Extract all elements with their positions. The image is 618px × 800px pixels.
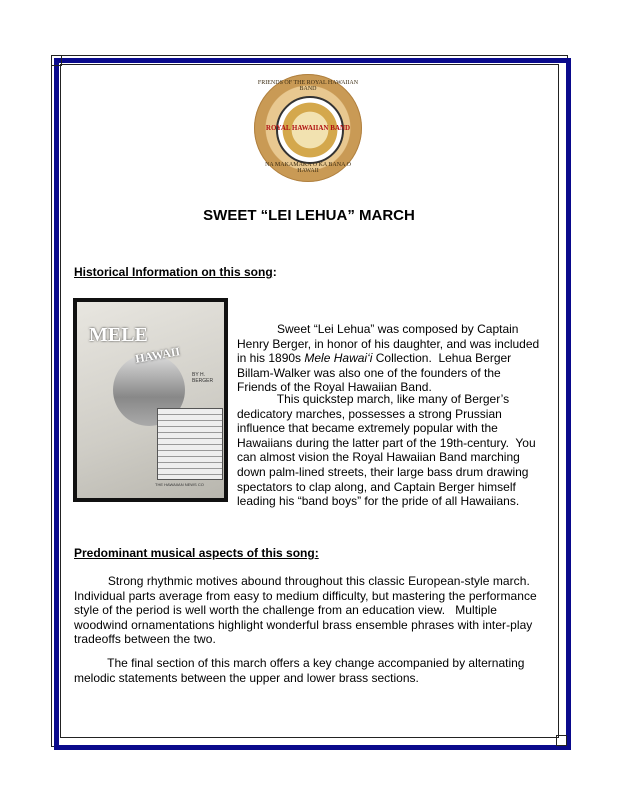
paragraph-line: leading his “band boys” for the pride of all Hawaiians. <box>237 494 520 509</box>
paragraph-line: spectators to clap along, and Captain Berger himself <box>237 479 516 494</box>
paragraph-line: down palm-lined streets, their large bass drum drawing <box>237 464 529 479</box>
history-paragraph-1 <box>237 322 539 395</box>
musical-paragraph-1 <box>74 574 537 647</box>
paragraph-line: Henry Berger, in honor of his daughter, and was included <box>237 336 540 351</box>
paragraph-line: Individual parts average from easy to medium difficulty, but mastering the performance <box>74 588 537 603</box>
paragraph-line: Billam-Walker was also one of the founders of the <box>237 365 501 380</box>
paragraph-line: Strong rhythmic motives abound throughout this classic European-style march. <box>74 574 530 588</box>
paragraph-line: dedicatory marches, possesses a strong Prussian <box>237 406 502 421</box>
history-paragraph-2 <box>237 392 536 509</box>
musical-paragraph-2 <box>74 656 524 685</box>
page-title: SWEET “LEI LEHUA” MARCH <box>203 207 415 224</box>
section-heading-musical-aspects: Predominant musical aspects of this song: <box>74 546 319 560</box>
paragraph-line: Friends of the Royal Hawaiian Band. <box>237 380 432 395</box>
paragraph-line: style of the period is well worth the challenge from an education view. Multiple <box>74 603 497 618</box>
logo-bottom-text: NA MAKAMAKA O KA BANA O HAWAII <box>265 162 351 174</box>
paragraph-line: The final section of this march offers a key change accompanied by alternating <box>74 656 525 670</box>
paragraph-line: in his 1890s Mele Hawai‘i Collection. Lehua Berger <box>237 351 512 366</box>
border-corner <box>51 55 62 66</box>
paragraph-line: influence that became extremely popular with the <box>237 421 498 436</box>
paragraph-line: melodic statements between the upper and lower brass sections. <box>74 670 419 685</box>
border-corner <box>556 735 567 746</box>
logo-ring-text: FRIENDS OF THE ROYAL HAWAIIAN BAND <box>257 80 359 92</box>
paragraph-line: This quickstep march, like many of Berger’s <box>237 392 510 406</box>
paragraph-line: can almost vision the Royal Hawaiian Band marching <box>237 450 520 465</box>
paragraph-line: woodwind ornamentations highlight wonderful brass ensemble phrases with inter-play <box>74 617 533 632</box>
friends-of-royal-hawaiian-band-logo <box>254 74 362 182</box>
mele-hawaii-sheet-music-cover: MELE HAWAII BY H. BERGER THE HAWAIIAN NEWS CO <box>73 298 228 502</box>
paragraph-line: tradeoffs between the two. <box>74 632 216 647</box>
logo-center-text: ROYAL HAWAIIAN BAND <box>265 124 351 132</box>
paragraph-line: Sweet “Lei Lehua” was composed by Captain <box>237 322 519 336</box>
paragraph-line: Hawaiians during the latter part of the 19th-century. You <box>237 435 536 450</box>
section-heading-history: Historical Information on this song: <box>74 265 277 279</box>
